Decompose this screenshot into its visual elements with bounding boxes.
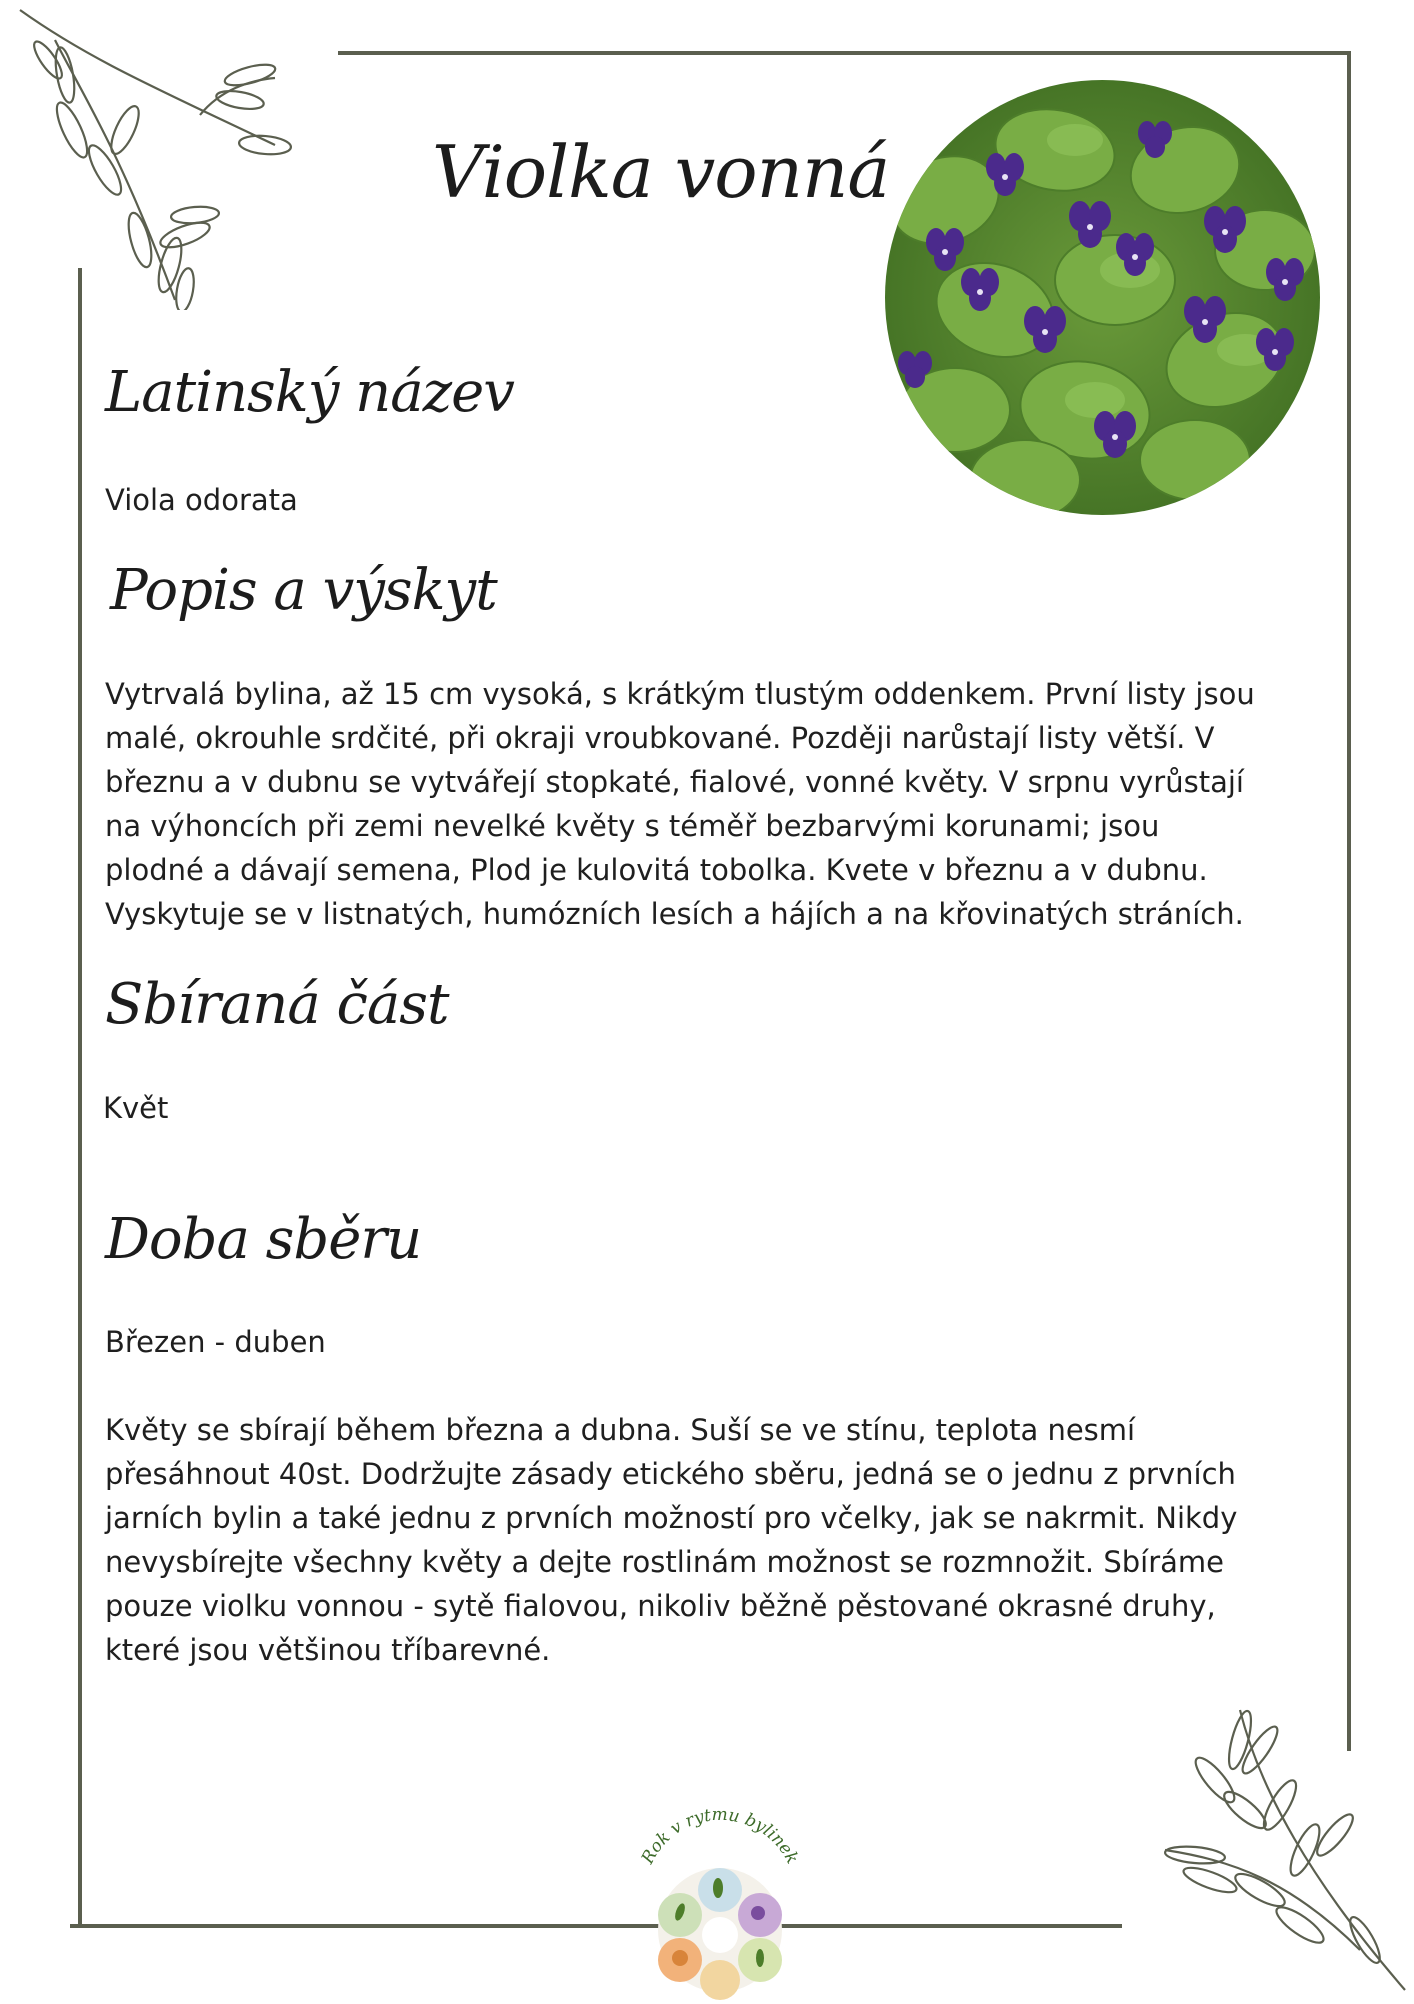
frame-bottom-line (70, 1924, 1122, 1928)
note-line: pouze violku vonnou - sytě fialovou, nikoliv běžně pěstované okrasné druhy, (105, 1589, 1216, 1623)
description-paragraph (105, 672, 1335, 936)
leafy-branch-icon (1150, 1700, 1414, 2000)
page-title: Violka vonná (432, 130, 890, 214)
note-line: které jsou většinou tříbarevné. (105, 1633, 551, 1667)
svg-text:Rok v rytmu bylinek (637, 1805, 802, 1868)
violet-flowers-photo (885, 80, 1320, 515)
section-heading-description: Popis a výskyt (110, 558, 497, 623)
collected-part-text: Květ (103, 1091, 169, 1125)
description-line: březnu a v dubnu se vytvářejí stopkaté, fialové, vonné květy. V srpnu vyrůstají (105, 765, 1244, 799)
note-line: přesáhnout 40st. Dodržujte zásady etického sběru, jedná se o jednu z prvních (105, 1457, 1236, 1491)
latin-name-text: Viola odorata (105, 483, 298, 517)
section-heading-time: Doba sběru (105, 1207, 422, 1272)
logo-text: Rok v rytmu bylinek (637, 1804, 803, 1868)
description-line: Vytrvalá bylina, až 15 cm vysoká, s krátkým tlustým oddenkem. První listy jsou (105, 677, 1255, 711)
description-line: malé, okrouhle srdčité, při okraji vroubkované. Později narůstají listy větší. V (105, 721, 1215, 755)
harvest-note-paragraph (105, 1408, 1335, 1672)
section-heading-latin: Latinský název (105, 360, 514, 425)
frame-right-line (1347, 51, 1351, 1751)
description-line: plodné a dávají semena, Plod je kulovitá tobolka. Kvete v březnu a v dubnu. (105, 853, 1208, 887)
note-line: nevysbírejte všechny květy a dejte rostlinám možnost se rozmnožit. Sbíráme (105, 1545, 1225, 1579)
frame-top-line (338, 51, 1351, 55)
brand-logo (630, 1800, 810, 2000)
harvest-time-text: Březen - duben (105, 1325, 326, 1359)
note-line: Květy se sbírají během března a dubna. Suší se ve stínu, teplota nesmí (105, 1413, 1136, 1447)
frame-left-line (78, 268, 82, 1928)
leafy-branch-icon (0, 0, 300, 310)
section-heading-part: Sbíraná část (105, 972, 449, 1037)
description-line: Vyskytuje se v listnatých, humózních lesích a hájích a na křovinatých stráních. (105, 897, 1244, 931)
note-line: jarních bylin a také jednu z prvních možností pro včelky, jak se nakrmit. Nikdy (105, 1501, 1238, 1535)
description-line: na výhoncích při zemi nevelké květy s téměř bezbarvými korunami; jsou (105, 809, 1160, 843)
